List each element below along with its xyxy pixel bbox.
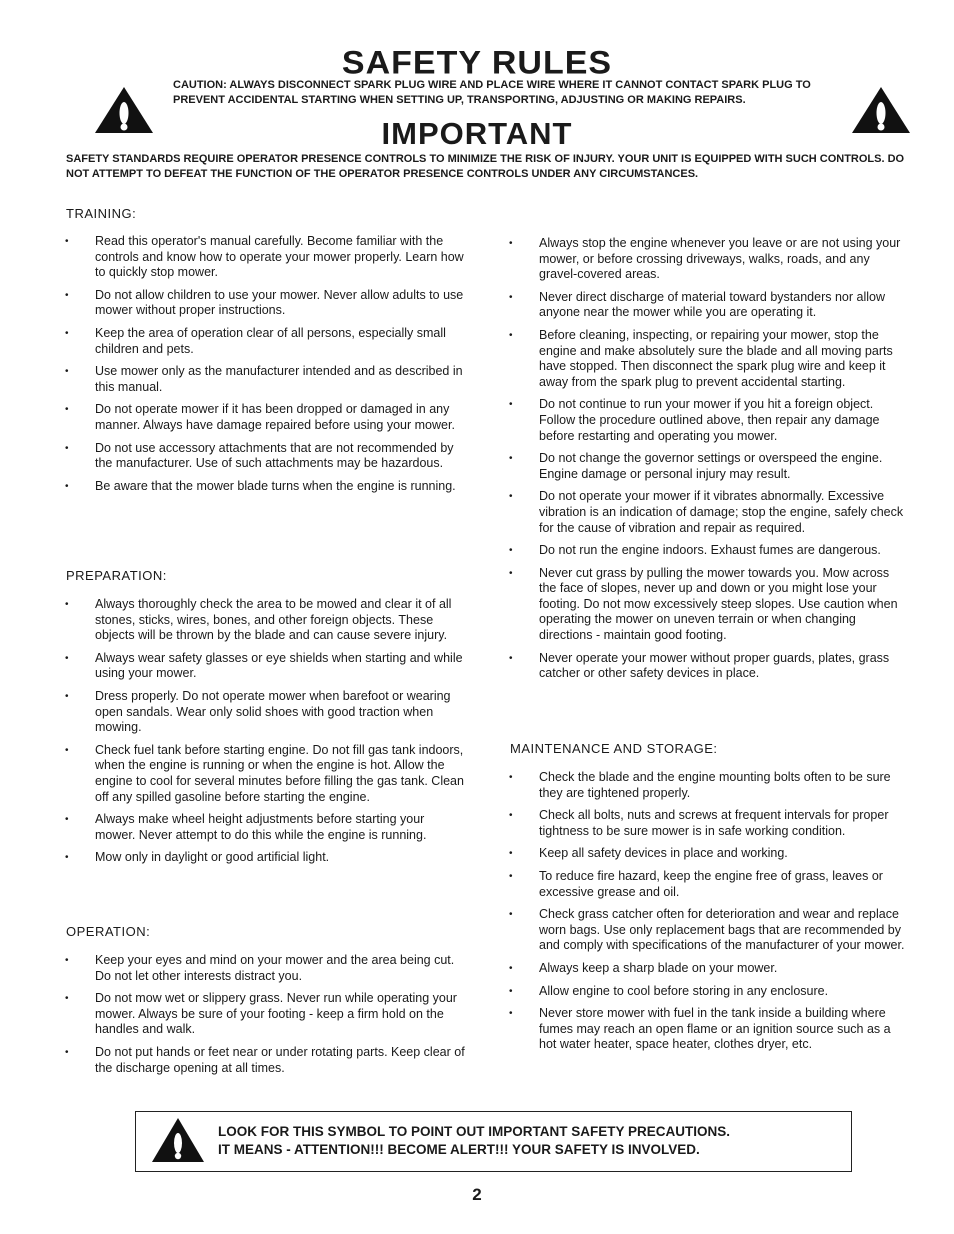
rule-text: Do not mow wet or slippery grass. Never run while operating your mower. Always be sure of your footing - keep a firm hold on the handles and walk. xyxy=(95,991,457,1037)
rule-text: Do not continue to run your mower if you hit a foreign object. Follow the procedure outlined above, then repair any damage before restarting and operating you mower. xyxy=(539,397,880,443)
rule-item xyxy=(63,402,468,433)
rule-item xyxy=(63,1045,468,1076)
bullet-icon: • xyxy=(65,1046,69,1058)
bullet-icon: • xyxy=(509,399,513,411)
rule-text: Never operate your mower without proper guards, plates, grass catcher or other safety devices in place. xyxy=(539,650,890,681)
safety-symbol-line-2: IT MEANS - ATTENTION!!! BECOME ALERT!!! YOUR SAFETY IS INVOLVED. xyxy=(218,1142,700,1157)
rule-text: Always keep a sharp blade on your mower. xyxy=(539,960,778,975)
bullet-icon: • xyxy=(509,291,513,303)
bullet-icon: • xyxy=(65,852,69,864)
page-title: SAFETY RULES xyxy=(341,44,613,82)
bullet-icon: • xyxy=(509,870,513,882)
preparation-list xyxy=(63,597,468,873)
rule-text: Always stop the engine whenever you leave or are not using your mower, or before crossing driveways, walks, roads, and any gravel-covered areas. xyxy=(539,236,901,282)
rule-text: Do not run the engine indoors. Exhaust fumes are dangerous. xyxy=(539,543,881,558)
rule-text: Check all bolts, nuts and screws at frequent intervals for proper tightness to be sure mower is in safe working condition. xyxy=(539,808,889,838)
rule-item xyxy=(63,234,468,281)
section-heading-preparation: PREPARATION: xyxy=(66,568,167,583)
safety-alert-icon xyxy=(150,1116,206,1164)
rule-text: Check fuel tank before starting engine. Do not fill gas tank indoors, when the engine is running or when the engine is hot. Allow the engine to cool for several minutes before filling the gas tank. Clean off any spilled gasoline before starting the engine. xyxy=(95,742,464,804)
bullet-icon: • xyxy=(509,848,513,860)
bullet-icon: • xyxy=(65,814,69,826)
rule-text: Never store mower with fuel in the tank inside a building where fumes may reach an open flame or an ignition source such as a hot water heater, space heater, clothes dryer, etc. xyxy=(539,1006,891,1052)
rule-item xyxy=(507,651,907,682)
page-number: 2 xyxy=(472,1185,482,1204)
rule-text: Check grass catcher often for deterioration and wear and replace worn bags. Use only replacement bags that are recommended by and comply with specifications of the manufacturer of your mower. xyxy=(539,907,905,953)
bullet-icon: • xyxy=(65,480,69,492)
rule-text: Always wear safety glasses or eye shields when starting and while using your mower. xyxy=(95,650,463,681)
bullet-icon: • xyxy=(65,744,69,756)
bullet-icon: • xyxy=(65,442,69,454)
bullet-icon: • xyxy=(509,453,513,465)
rule-text: Never direct discharge of material toward bystanders nor allow anyone near the mower while you are operating it. xyxy=(539,289,885,320)
rule-item xyxy=(63,364,468,395)
bullet-icon: • xyxy=(65,690,69,702)
bullet-icon: • xyxy=(509,567,513,579)
bullet-icon: • xyxy=(509,909,513,921)
rule-text: Do not put hands or feet near or under rotating parts. Keep clear of the discharge opening at all times. xyxy=(95,1044,465,1075)
rule-item xyxy=(63,743,468,805)
rule-item xyxy=(507,290,907,321)
bullet-icon: • xyxy=(509,1008,513,1020)
rule-text: Allow engine to cool before storing in any enclosure. xyxy=(539,983,829,998)
rule-text: Do not operate your mower if it vibrates abnormally. Excessive vibration is an indication of damage; stop the engine, safely check for the cause of vibration and repair as required. xyxy=(539,489,904,535)
rule-text: Keep your eyes and mind on your mower and the area being cut. Do not let other interests distract you. xyxy=(95,953,455,983)
rule-text: Dress properly. Do not operate mower when barefoot or wearing open sandals. Wear only solid shoes with good traction when mowing. xyxy=(95,688,451,735)
important-heading: IMPORTANT xyxy=(381,116,573,151)
rule-item xyxy=(507,236,907,283)
rule-text: Be aware that the mower blade turns when the engine is running. xyxy=(95,478,456,493)
rule-text: Do not operate mower if it has been dropped or damaged in any manner. Always have damage repaired before using your mower. xyxy=(95,402,455,432)
rule-text: Use mower only as the manufacturer intended and as described in this manual. xyxy=(95,364,463,394)
rule-item xyxy=(63,651,468,682)
rule-item xyxy=(507,397,907,444)
bullet-icon: • xyxy=(65,327,69,339)
rule-item xyxy=(507,808,907,839)
bullet-icon: • xyxy=(509,962,513,974)
rule-item xyxy=(63,479,468,495)
rule-text: Before cleaning, inspecting, or repairing your mower, stop the engine and make absolutely sure the blade and all moving parts have stopped. Then disconnect the spark plug wire and keep it away from the spark plug to prevent accidental starting. xyxy=(539,327,893,389)
bullet-icon: • xyxy=(509,985,513,997)
bullet-icon: • xyxy=(509,810,513,822)
bullet-icon: • xyxy=(65,652,69,664)
operation-list xyxy=(63,953,468,1083)
rule-item xyxy=(63,991,468,1038)
rule-item xyxy=(507,451,907,482)
rule-item xyxy=(507,984,907,1000)
rule-item xyxy=(507,328,907,390)
maintenance-list xyxy=(507,770,907,1060)
rule-text: Keep the area of operation clear of all persons, especially small children and pets. xyxy=(95,325,446,356)
bullet-icon: • xyxy=(65,289,69,301)
bullet-icon: • xyxy=(509,238,513,249)
rule-item xyxy=(507,846,907,862)
rule-item xyxy=(507,543,907,559)
bullet-icon: • xyxy=(65,599,69,610)
bullet-icon: • xyxy=(509,329,513,341)
rule-item xyxy=(63,850,468,866)
rule-item xyxy=(63,812,468,843)
bullet-icon: • xyxy=(509,545,513,557)
rule-text: Do not change the governor settings or overspeed the engine. Engine damage or personal injury may result. xyxy=(539,451,883,481)
rule-item xyxy=(507,961,907,977)
rule-text: Read this operator's manual carefully. Become familiar with the controls and know how to operate your mower properly. Learn how to quickly stop mower. xyxy=(95,234,464,280)
safety-symbol-text xyxy=(218,1123,838,1159)
rule-item xyxy=(63,326,468,357)
rule-item xyxy=(507,869,907,900)
rule-item xyxy=(507,770,907,801)
rule-text: Always make wheel height adjustments before starting your mower. Never attempt to do this while the engine is running. xyxy=(95,812,427,842)
rule-text: Do not use accessory attachments that are not recommended by the manufacturer. Use of such attachments may be hazardous. xyxy=(95,440,454,471)
bullet-icon: • xyxy=(509,491,513,503)
bullet-icon: • xyxy=(509,652,513,664)
rule-text: Mow only in daylight or good artificial light. xyxy=(95,850,330,865)
rule-item xyxy=(63,953,468,984)
operation-continued-list xyxy=(507,236,907,689)
bullet-icon: • xyxy=(65,236,69,247)
section-heading-maintenance: MAINTENANCE AND STORAGE: xyxy=(510,741,718,756)
safety-standards-text: SAFETY STANDARDS REQUIRE OPERATOR PRESENCE CONTROLS TO MINIMIZE THE RISK OF INJURY. YOUR UNIT IS EQUIPPED WITH SUCH CONTROLS. DO NOT ATTEMPT TO DEFEAT THE FUNCTION OF THE OPERATOR PRESENCE CONTROLS UNDER ANY CIRCUMSTANCES. xyxy=(66,153,905,180)
rule-item xyxy=(63,441,468,472)
bullet-icon: • xyxy=(65,993,69,1005)
rule-text: To reduce fire hazard, keep the engine free of grass, leaves or excessive grease and oil. xyxy=(539,868,883,899)
rule-text: Do not allow children to use your mower. Never allow adults to use mower without proper instructions. xyxy=(95,287,464,318)
rule-item xyxy=(507,907,907,954)
bullet-icon: • xyxy=(65,366,69,378)
rule-item xyxy=(63,597,468,644)
safety-symbol-line-1: LOOK FOR THIS SYMBOL TO POINT OUT IMPORTANT SAFETY PRECAUTIONS. xyxy=(218,1124,731,1139)
rule-item xyxy=(507,489,907,536)
bullet-icon: • xyxy=(509,772,513,783)
bullet-icon: • xyxy=(65,955,69,966)
rule-item xyxy=(63,288,468,319)
section-heading-training: TRAINING: xyxy=(66,206,137,221)
rule-text: Always thoroughly check the area to be mowed and clear it of all stones, sticks, wires, bones, and other foreign objects. These objects will be thrown by the blade and can cause severe injury. xyxy=(95,597,452,643)
rule-text: Keep all safety devices in place and working. xyxy=(539,846,788,861)
section-heading-operation: OPERATION: xyxy=(66,924,151,939)
bullet-icon: • xyxy=(65,404,69,416)
rule-item xyxy=(507,566,907,644)
rule-text: Check the blade and the engine mounting bolts often to be sure they are tightened properly. xyxy=(539,770,891,800)
rule-item xyxy=(507,1006,907,1053)
caution-text: CAUTION: ALWAYS DISCONNECT SPARK PLUG WIRE AND PLACE WIRE WHERE IT CANNOT CONTACT SPARK PLUG TO PREVENT ACCIDENTAL STARTING WHEN SETTING UP, TRANSPORTING, ADJUSTING OR MAKING REPAIRS. xyxy=(173,79,811,106)
rule-text: Never cut grass by pulling the mower towards you. Mow across the face of slopes, never up and down or you might lose your footing. Do not mow excessively steep slopes. Use caution when operating the mower on uneven terrain or when changing directions - maintain good footing. xyxy=(539,565,898,643)
rule-item xyxy=(63,689,468,736)
training-list xyxy=(63,234,468,501)
